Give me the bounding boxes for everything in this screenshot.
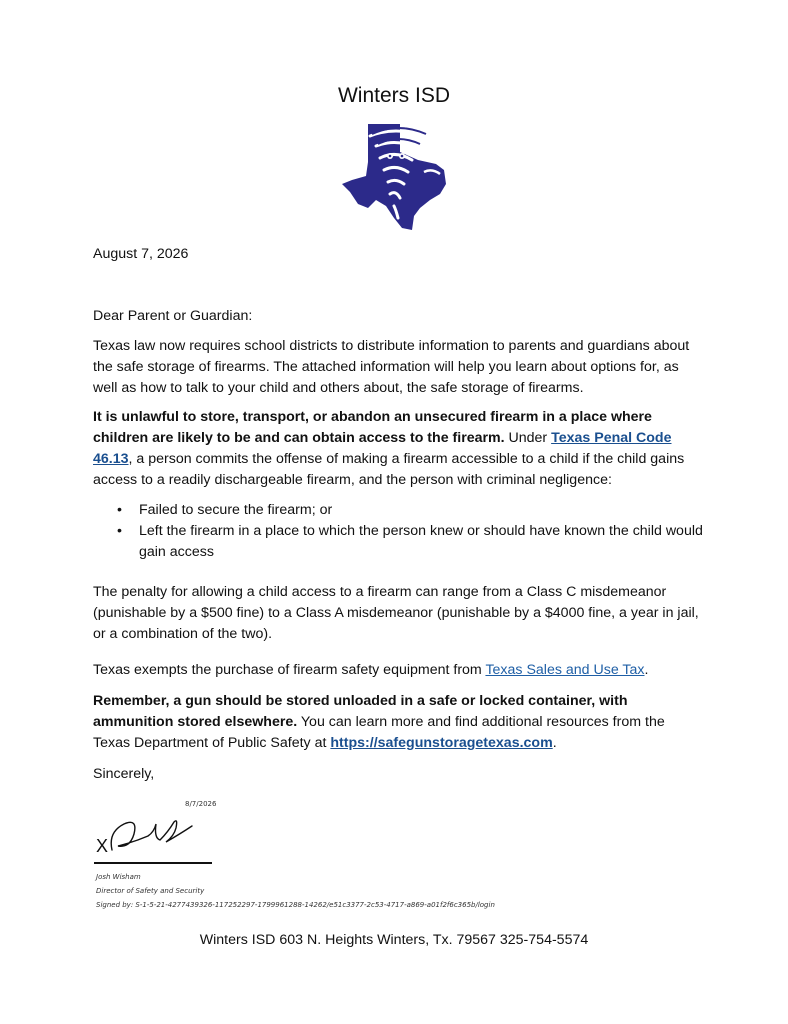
paragraph-penalty: The penalty for allowing a child access to a firearm can range from a Class C misdemeanor (punishable by a $500 fine) to a Class A misdemeanor (punishable by a $4000 fine, a year in jail, or a combination of the two). (93, 584, 699, 642)
sales-tax-link[interactable]: Texas Sales and Use Tax (485, 662, 645, 678)
tax-text-end: . (644, 662, 649, 678)
tornado-texas-logo-icon (340, 122, 450, 232)
penal-code-link[interactable]: Texas Penal Code 46.13 (93, 430, 672, 467)
paragraph-safe-storage (93, 691, 703, 754)
paragraph-storage-law: Texas law now requires school districts to distribute information to parents and guardians about the safe storage of firearms. The attached information will help you learn about options for, as well as how to talk to your child and others about, the safe storage of firearms. (93, 338, 690, 396)
letter-date: August 7, 2026 (93, 246, 189, 262)
tax-text: Texas exempts the purchase of firearm safety equipment from (93, 662, 486, 678)
negligence-list (93, 500, 703, 563)
resources-text: You can learn more and find additional resources from the Texas Department of Public Safety at (93, 714, 665, 751)
resources-text-end: . (552, 735, 557, 751)
signature-date: 8/7/2026 (185, 800, 217, 808)
signature-x-mark: X (96, 836, 109, 856)
paragraph-tax-exemption (93, 660, 703, 681)
under-text: Under (504, 430, 552, 446)
storage-reminder: Remember, a gun should be stored unloaded in a safe or locked container, with ammunition stored elsewhere. (93, 693, 628, 730)
signer-role: Director of Safety and Security (96, 887, 205, 895)
signature-scribble (104, 812, 200, 860)
signature-line (94, 862, 212, 864)
unlawful-statement: It is unlawful to store, transport, or abandon an unsecured firearm in a place where children are likely to be and can obtain access to the firearm. (93, 409, 652, 446)
list-item: • Left the firearm in a place to which the person knew or should have known the child would gain access (93, 521, 703, 563)
list-item: • Failed to secure the firearm; or (93, 500, 703, 521)
footer-address: Winters ISD 603 N. Heights Winters, Tx. 79567 325-754-5574 (199, 932, 589, 948)
safegunstorage-link[interactable]: https://safegunstoragetexas.com (330, 735, 553, 751)
page-title: Winters ISD (337, 84, 450, 107)
signer-name: Josh Wisham (96, 873, 141, 881)
paragraph-penal-code (93, 407, 703, 491)
signed-by: Signed by: S-1-5-21-4277439326-117252297-1799961288-14262/e51c3377-2c53-4717-a869-a01f2f6c365b/login (96, 901, 495, 909)
penal-code-description: , a person commits the offense of making a firearm accessible to a child if the child gains access to a readily dischargeable firearm, and the person with criminal negligence: (93, 451, 685, 488)
signature-details (96, 870, 495, 912)
salutation: Dear Parent or Guardian: (93, 308, 253, 324)
closing: Sincerely, (93, 766, 155, 782)
